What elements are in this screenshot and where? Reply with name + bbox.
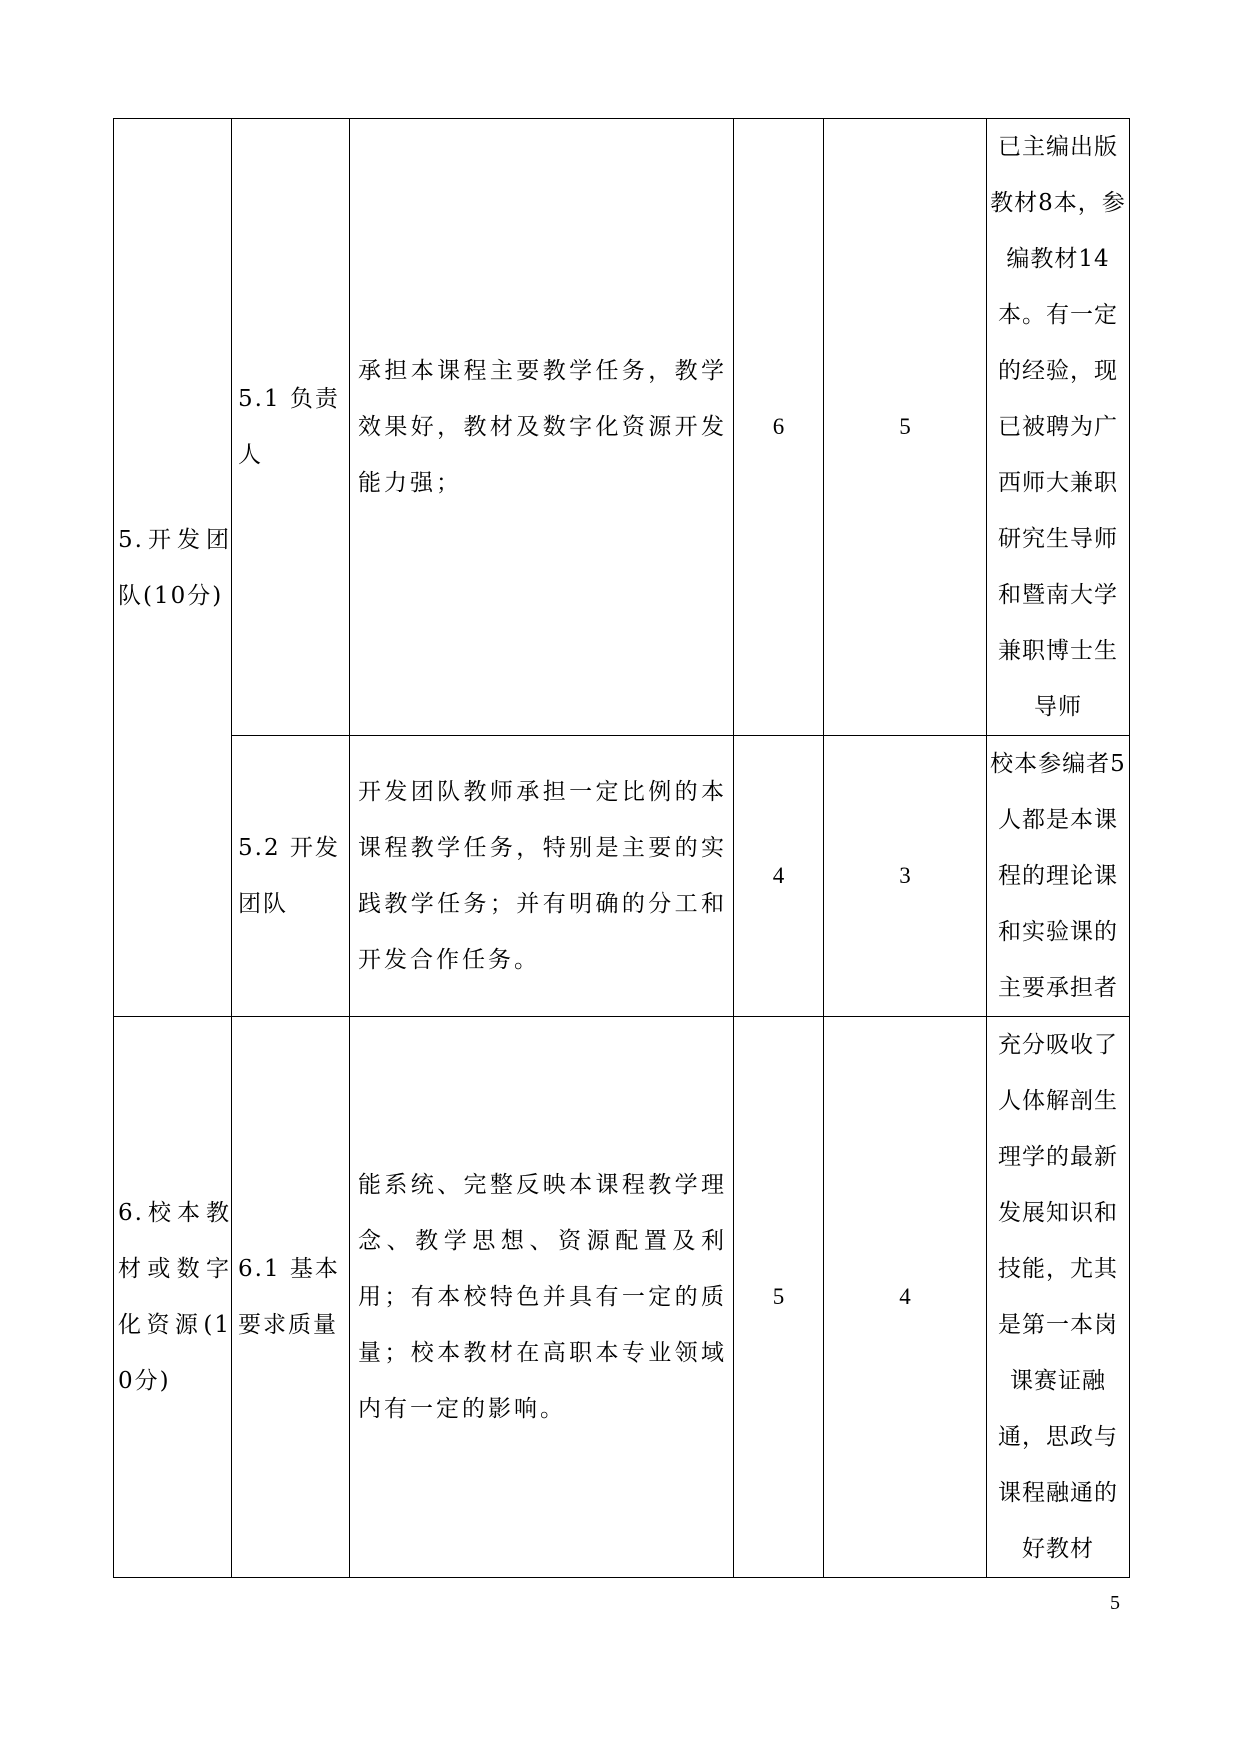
note-cell: 校本参编者5人都是本课程的理论课和实验课的主要承担者 xyxy=(987,736,1130,1017)
table-row xyxy=(114,119,1130,736)
requirement-cell: 开发团队教师承担一定比例的本课程教学任务，特别是主要的实践教学任务；并有明确的分工和开发合作任务。 xyxy=(350,736,734,1017)
category-cell: 5.开发团队(10分) xyxy=(114,119,232,1017)
full-score-cell: 4 xyxy=(734,736,824,1017)
sub-item-cell: 5.2 开发团队 xyxy=(232,736,350,1017)
score-cell: 5 xyxy=(824,119,987,736)
note-cell: 充分吸收了人体解剖生理学的最新发展知识和技能，尤其是第一本岗课赛证融通，思政与课程融通的好教材 xyxy=(987,1017,1130,1578)
page-number: 5 xyxy=(1110,1592,1120,1614)
requirement-cell: 能系统、完整反映本课程教学理念、教学思想、资源配置及利用；有本校特色并具有一定的质量；校本教材在高职本专业领域内有一定的影响。 xyxy=(350,1017,734,1578)
evaluation-table xyxy=(113,118,1130,1578)
note-cell: 已主编出版教材8本，参编教材14本。有一定的经验，现已被聘为广西师大兼职研究生导师和暨南大学兼职博士生导师 xyxy=(987,119,1130,736)
table-row xyxy=(114,1017,1130,1578)
sub-item-cell: 6.1 基本要求质量 xyxy=(232,1017,350,1578)
score-cell: 3 xyxy=(824,736,987,1017)
requirement-cell: 承担本课程主要教学任务，教学效果好，教材及数字化资源开发能力强； xyxy=(350,119,734,736)
category-cell: 6.校本教材或数字化资源(10分) xyxy=(114,1017,232,1578)
table-row xyxy=(114,736,1130,1017)
full-score-cell: 6 xyxy=(734,119,824,736)
full-score-cell: 5 xyxy=(734,1017,824,1578)
score-cell: 4 xyxy=(824,1017,987,1578)
sub-item-cell: 5.1 负责人 xyxy=(232,119,350,736)
